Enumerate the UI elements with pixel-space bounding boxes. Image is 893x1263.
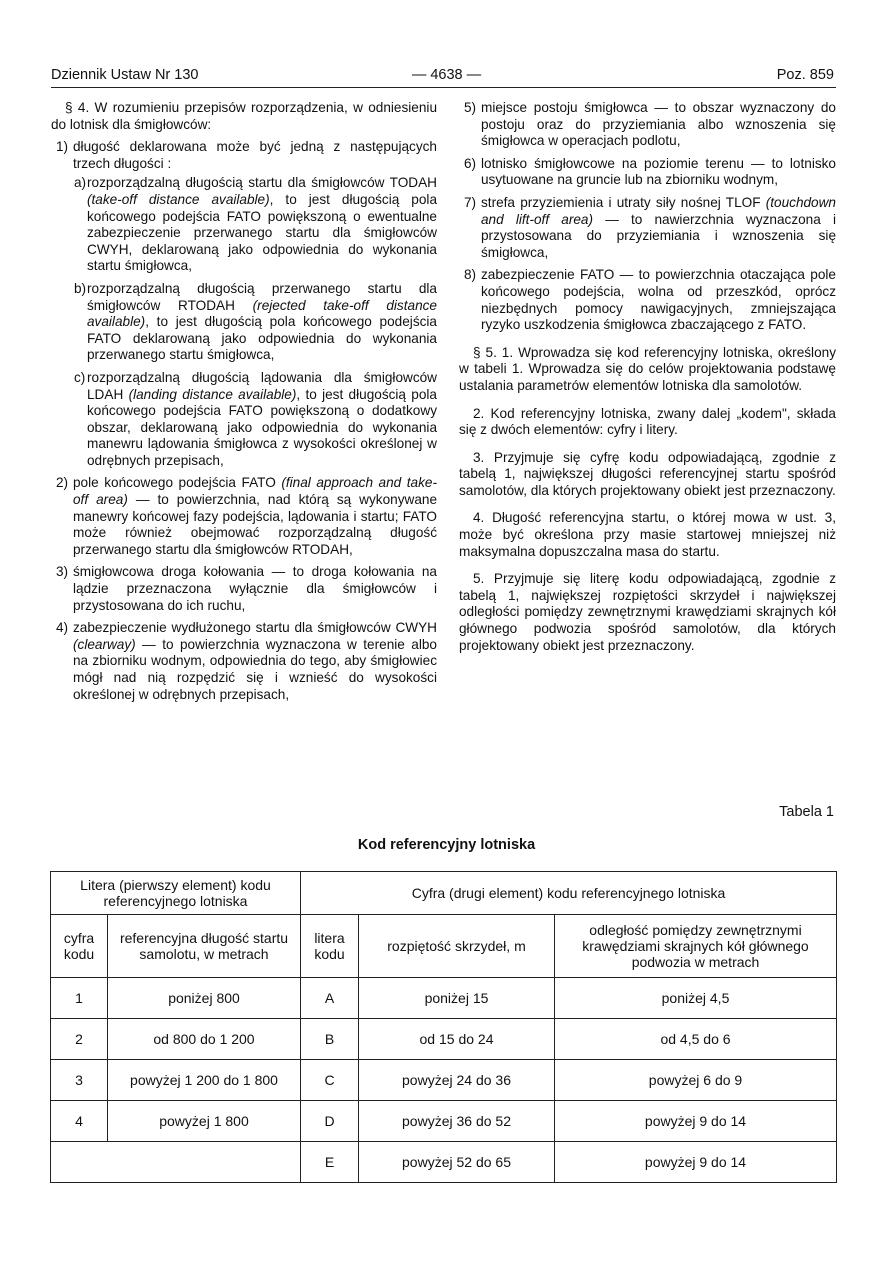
item-label: 6) [464, 155, 477, 171]
table-cell: A [301, 978, 359, 1019]
table-cell: B [301, 1019, 359, 1060]
table-cell: powyżej 36 do 52 [359, 1101, 555, 1142]
item-label: 7) [464, 194, 477, 210]
table-cell: od 15 do 24 [359, 1019, 555, 1060]
item-text: pole końcowego podejścia FATO (final approach and take-off area) — to powierzchnia, nad którą są wykonywane manewry końcowej fazy podejścia, lądowania i startu; FATO może również obejmować rozporządzalną długość przerwanego startu dla śmigłowców RTODAH, [73, 475, 437, 557]
section-5-para-4: 4. Długość referencyjna startu, o której mowa w ust. 3, może być określona przy masie startowej mniejszej niż maksymalna dopuszczalna masa do startu. [459, 510, 836, 559]
definition-item-1a [51, 175, 437, 275]
item-text: śmigłowcowa droga kołowania — to droga kołowania na lądzie przeznaczona wyłącznie dla śmigłowców i przystosowana do ich ruchu, [73, 564, 437, 613]
definition-item-3 [51, 564, 437, 614]
item-text: lotnisko śmigłowcowe na poziomie terenu — to lotnisko usytuowane na gruncie lub na zbiorniku wodnym, [481, 155, 836, 188]
definition-item-1b [51, 281, 437, 364]
section-4-intro: § 4. W rozumieniu przepisów rozporządzenia, w odniesieniu do lotnisk dla śmigłowców: [51, 100, 437, 132]
item-label: 3) [56, 564, 69, 580]
column-header: cyfra kodu [51, 915, 108, 978]
table-row [51, 1142, 837, 1183]
column-header: litera kodu [301, 915, 359, 978]
item-text: rozporządzalną długością lądowania dla śmigłowców LDAH (landing distance available), to jest długością pola końcowego podejścia FATO powiększoną o dodatkowy obszar, deklarowaną jako odpowiednia do wykonania manewru lądowania śmigłowca z wysokości określonej w odrębnych przepisach, [87, 369, 437, 468]
definition-item-1 [51, 139, 437, 172]
table-title: Kod referencyjny lotniska [357, 837, 536, 853]
section-5-para-5: 5. Przyjmuje się literę kodu odpowiadającą, zgodnie z tabelą 1, największej rozpiętości skrzydeł i największej odległości pomiędzy zewnętrznymi krawędziami skrajnych kół głównego podwozia spośród samolotów, dla których projektowany obiekt jest przeznaczony. [459, 571, 836, 653]
page-number: — 4638 — [411, 67, 482, 83]
table-cell: od 800 do 1 200 [108, 1019, 301, 1060]
item-text: miejsce postoju śmigłowca — to obszar wyznaczony do postoju oraz do przyziemiania albo wznoszenia się śmigłowca w operacjach podlotu, [481, 100, 836, 149]
table-cell: powyżej 52 do 65 [359, 1142, 555, 1183]
journal-title: Dziennik Ustaw Nr 130 [51, 67, 199, 83]
item-label: 1) [56, 139, 69, 155]
item-text: długość deklarowana może być jedną z następujących trzech długości : [73, 139, 437, 171]
table-cell: D [301, 1101, 359, 1142]
table-label: Tabela 1 [779, 804, 834, 820]
table-cell: 3 [51, 1060, 108, 1101]
table-cell: od 4,5 do 6 [555, 1019, 837, 1060]
item-label: 4) [56, 620, 69, 636]
definition-item-2 [51, 475, 437, 558]
table-cell: poniżej 4,5 [555, 978, 837, 1019]
table-cell: powyżej 9 do 14 [555, 1142, 837, 1183]
table-cell: powyżej 1 800 [108, 1101, 301, 1142]
left-column [51, 100, 437, 709]
column-header: referencyjna długość startu samolotu, w metrach [108, 915, 301, 978]
table-row [51, 978, 837, 1019]
table-row [51, 1060, 837, 1101]
group-header-litera: Litera (pierwszy element) kodu referencyjnego lotniska [51, 872, 301, 915]
item-label: 2) [56, 475, 69, 491]
table-cell: 1 [51, 978, 108, 1019]
section-5-para-1: § 5. 1. Wprowadza się kod referencyjny lotniska, określony w tabeli 1. Wprowadza się do celów projektowania podstawę ustalania parametrów elementów lotniska dla samolotów. [459, 344, 836, 393]
table-row [51, 1101, 837, 1142]
table-cell: 4 [51, 1101, 108, 1142]
section-5-para-2: 2. Kod referencyjny lotniska, zwany dalej „kodem", składa się z dwóch elementów: cyfry i litery. [459, 405, 836, 438]
table-group-header-row [51, 872, 837, 915]
item-label: 8) [464, 267, 477, 283]
column-header: odległość pomiędzy zewnętrznymi krawędziami skrajnych kół głównego podwozia w metrach [555, 915, 837, 978]
table-column-header-row [51, 915, 837, 978]
header-rule [51, 87, 836, 88]
column-header: rozpiętość skrzydeł, m [359, 915, 555, 978]
section-5-para-3: 3. Przyjmuje się cyfrę kodu odpowiadającą, zgodnie z tabelą 1, największej długości referencyjnej startu spośród samolotów, dla których projektowany obiekt jest przeznaczony. [459, 449, 836, 498]
item-label: b) [74, 280, 87, 296]
definition-item-5 [459, 100, 836, 150]
table-cell: C [301, 1060, 359, 1101]
right-column [459, 100, 836, 654]
table-cell: poniżej 15 [359, 978, 555, 1019]
definition-item-4 [51, 620, 437, 703]
item-text: rozporządzalną długością startu dla śmigłowców TODAH (take-off distance available), to jest długością pola końcowego podejścia FATO powiększoną o ewentualne zabezpieczenie przerwanego startu dla śmigłowców CWYH, deklarowaną jako odpowiednia do wykonania startu śmigłowca, [87, 175, 438, 274]
table-row [51, 1019, 837, 1060]
item-text: rozporządzalną długością przerwanego startu dla śmigłowców RTODAH (rejected take-off distance available), to jest długością pola końcowego podejścia FATO deklarowaną jako odpowiednia do wykonania przerwanego startu śmigłowca, [87, 280, 437, 363]
item-label: 5) [464, 100, 477, 115]
position-number: Poz. 859 [776, 67, 834, 83]
item-label: c) [74, 369, 86, 385]
definition-item-7 [459, 195, 836, 261]
item-text: zabezpieczenie FATO — to powierzchnia otaczająca pole końcowego podejścia, wolna od przeszkód, oprócz niezbędnych pomocy nawigacyjnych, zmniejszająca ryzyko uszkodzenia śmigłowca zbaczającego z FATO. [481, 267, 836, 333]
table-cell: powyżej 6 do 9 [555, 1060, 837, 1101]
table-cell: powyżej 9 do 14 [555, 1101, 837, 1142]
table-cell: 2 [51, 1019, 108, 1060]
table-cell: E [301, 1142, 359, 1183]
definition-item-6 [459, 156, 836, 189]
table-cell: poniżej 800 [108, 978, 301, 1019]
table-cell-empty [51, 1142, 301, 1183]
item-text: strefa przyziemienia i utraty siły nośnej TLOF (touchdown and lift-off area) — to nawierzchnia wyznaczona i przystosowana do przyziemiania i wznoszenia się śmigłowca, [481, 194, 837, 260]
group-header-cyfra: Cyfra (drugi element) kodu referencyjnego lotniska [301, 872, 837, 915]
definition-item-8 [459, 267, 836, 333]
item-label: a) [74, 175, 87, 191]
table-cell: powyżej 24 do 36 [359, 1060, 555, 1101]
definition-item-1c [51, 370, 437, 470]
reference-code-table [50, 871, 837, 1183]
table-cell: powyżej 1 200 do 1 800 [108, 1060, 301, 1101]
item-text: zabezpieczenie wydłużonego startu dla śmigłowców CWYH (clearway) — to powierzchnia wyznaczona w terenie albo na zbiorniku wodnym, odpowiednia do tego, aby śmigłowiec mógł nad nią rozpędzić się i wznieść do wysokości określonej w odrębnych przepisach, [73, 620, 437, 702]
